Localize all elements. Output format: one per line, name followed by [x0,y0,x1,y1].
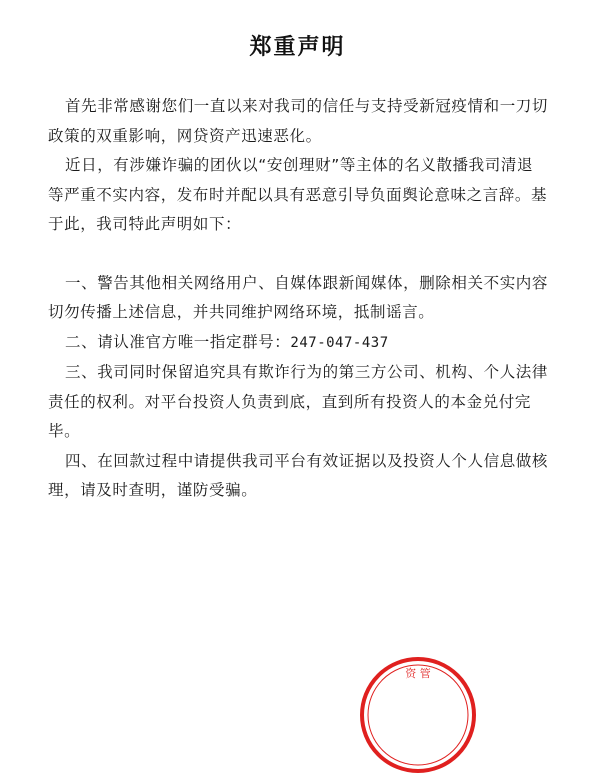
statement-item-2 [48,328,548,359]
company-seal-stamp [358,655,478,775]
official-group-number: 247-047-437 [290,334,389,351]
paragraph-spacer [48,240,548,269]
context-paragraph: 近日，有涉嫌诈骗的团伙以“安创理财”等主体的名义散播我司清退等严重不实内容，发布时并配以具有恶意引导负面舆论意味之言辞。基于此，我司特此声明如下： [48,156,548,233]
document-title: 郑重声明 [249,35,346,60]
statement-item-2-label: 二、请认准官方唯一指定群号： [65,332,291,351]
statement-item-4: 四、在回款过程中请提供我司平台有效证据以及投资人个人信息做核理，请及时查明，谨防受骗。 [48,451,549,499]
seal-inner-ring [368,665,468,765]
document-body [48,92,548,506]
seal-text: 资 管 [405,667,431,680]
statement-item-3: 三、我司同时保留追究具有欺诈行为的第三方公司、机构、个人法律责任的权利。对平台投资人负责到底，直到所有投资人的本金兑付完毕。 [48,363,549,440]
intro-paragraph: 首先非常感谢您们一直以来对我司的信任与支持受新冠疫情和一刀切政策的双重影响，网贷资产迅速恶化。 [48,97,549,145]
statement-item-1: 一、警告其他相关网络用户、自媒体跟新闻媒体，删除相关不实内容切勿传播上述信息，并共同维护网络环境，抵制谣言。 [48,273,549,321]
